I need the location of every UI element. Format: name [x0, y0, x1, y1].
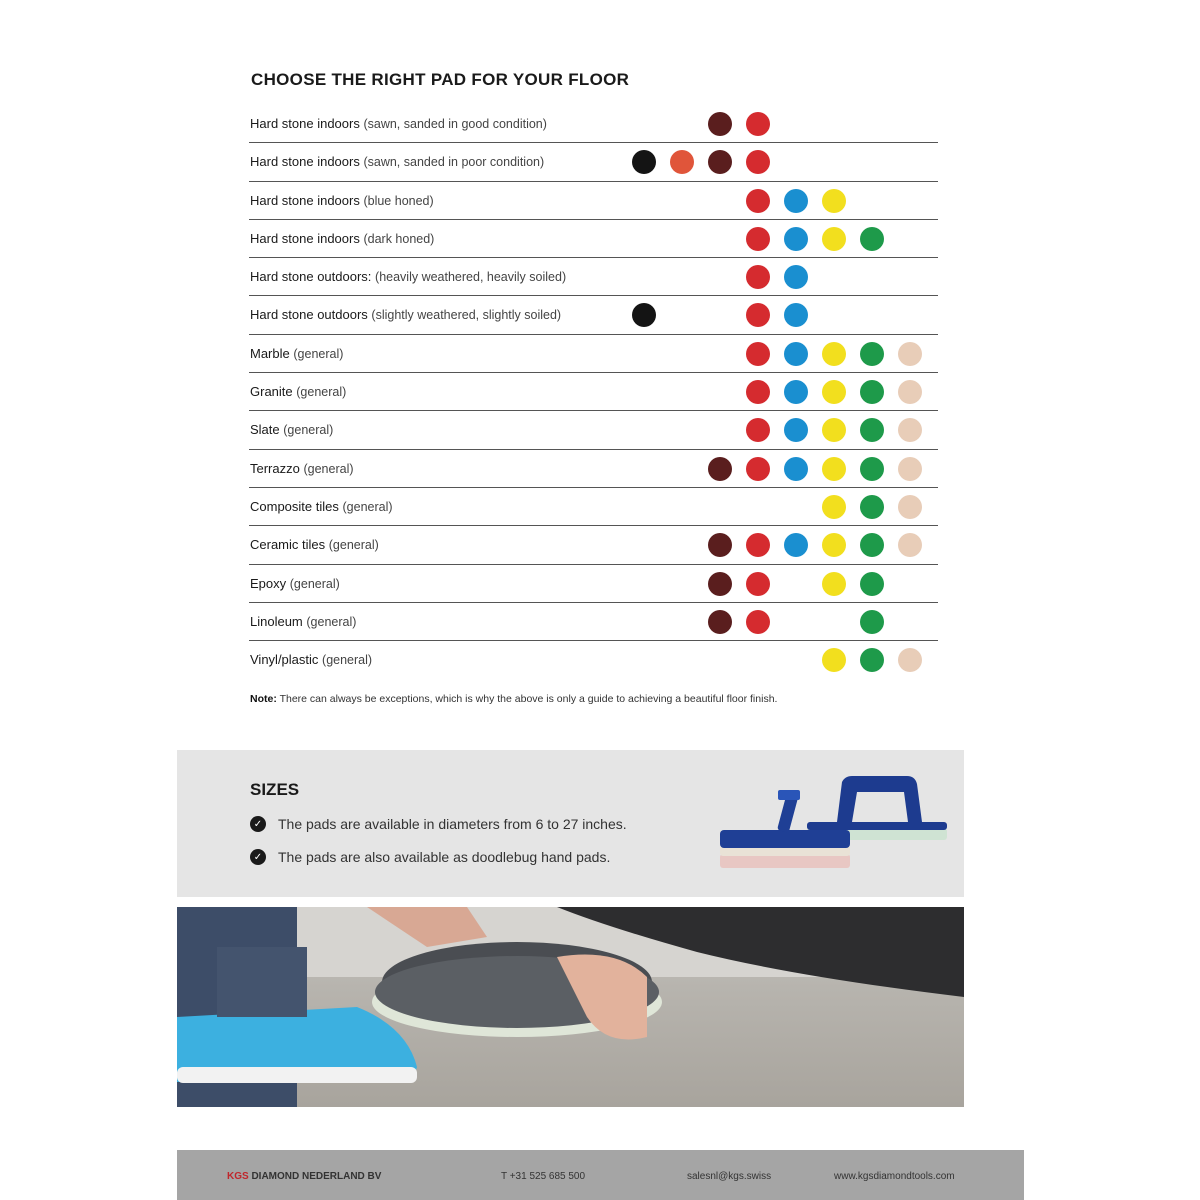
floor-type-name: Hard stone indoors — [250, 116, 360, 131]
pad-blue-icon — [784, 418, 808, 442]
table-row — [249, 258, 938, 296]
table-row — [249, 641, 938, 679]
floor-type-detail: (general) — [328, 538, 379, 553]
pad-beige-icon — [898, 495, 922, 519]
note-text: There can always be exceptions, which is why the above is only a guide to achieving a beautiful floor finish. — [279, 693, 778, 705]
pad-blue-icon — [784, 189, 808, 213]
pad-yellow-icon — [822, 342, 846, 366]
row-label — [250, 461, 354, 476]
pad-beige-icon — [898, 533, 922, 557]
floor-type-detail: (general) — [289, 576, 340, 591]
pad-yellow-icon — [822, 227, 846, 251]
table-row — [249, 411, 938, 449]
pad-red-icon — [746, 342, 770, 366]
pad-red-icon — [746, 418, 770, 442]
table-row — [249, 296, 938, 334]
floor-type-name: Slate — [250, 422, 280, 438]
floor-type-name: Composite tiles — [250, 498, 339, 514]
note — [250, 693, 777, 705]
row-label — [250, 346, 343, 361]
pad-red-icon — [746, 572, 770, 596]
sizes-title: SIZES — [250, 780, 300, 799]
pad-blue-icon — [784, 457, 808, 481]
note-label: Note: — [250, 693, 277, 705]
floor-type-name: Epoxy — [250, 575, 287, 591]
pad-black-icon — [632, 150, 656, 174]
pad-red-icon — [746, 112, 770, 136]
pad-green-icon — [860, 648, 884, 672]
pad-yellow-icon — [822, 457, 846, 481]
row-label — [250, 307, 561, 322]
floor-type-detail: (dark honed) — [363, 231, 435, 246]
floor-machine-photo — [177, 907, 964, 1107]
pad-beige-icon — [898, 380, 922, 404]
sizes-panel — [177, 750, 964, 897]
row-label — [250, 116, 547, 131]
table-row — [249, 220, 938, 258]
floor-type-name: Granite — [250, 384, 293, 400]
pad-brown-icon — [708, 112, 732, 136]
row-label — [250, 231, 434, 246]
row-label — [250, 614, 356, 629]
pad-blue-icon — [784, 303, 808, 327]
table-row — [249, 603, 938, 641]
floor-type-name: Hard stone outdoors: — [250, 269, 372, 285]
floor-type-detail: (general) — [322, 653, 373, 668]
check-icon: ✓ — [250, 816, 266, 832]
pad-beige-icon — [898, 418, 922, 442]
pad-red-icon — [746, 303, 770, 327]
pad-blue-icon — [784, 380, 808, 404]
pad-brown-icon — [708, 150, 732, 174]
pad-blue-icon — [784, 342, 808, 366]
pad-green-icon — [860, 227, 884, 251]
row-label — [250, 537, 379, 552]
pad-blue-icon — [784, 265, 808, 289]
floor-type-detail: (general) — [296, 385, 347, 400]
pad-yellow-icon — [822, 418, 846, 442]
floor-type-detail: (general) — [283, 423, 334, 438]
floor-type-name: Hard stone outdoors — [250, 307, 368, 323]
floor-type-detail: (blue honed) — [363, 193, 434, 208]
floor-type-detail: (heavily weathered, heavily soiled) — [375, 270, 567, 285]
floor-type-detail: (sawn, sanded in poor condition) — [363, 155, 545, 170]
floor-type-name: Hard stone indoors — [250, 192, 360, 208]
pad-green-icon — [860, 342, 884, 366]
pad-yellow-icon — [822, 533, 846, 557]
floor-type-detail: (general) — [342, 499, 393, 514]
check-icon: ✓ — [250, 849, 266, 865]
table-row — [249, 565, 938, 603]
pad-brown-icon — [708, 610, 732, 634]
pad-green-icon — [860, 495, 884, 519]
floor-type-name: Terrazzo — [250, 460, 300, 476]
floor-type-detail: (sawn, sanded in good condition) — [363, 117, 547, 131]
pad-yellow-icon — [822, 648, 846, 672]
table-row — [249, 335, 938, 373]
pad-green-icon — [860, 418, 884, 442]
pad-black-icon — [632, 303, 656, 327]
row-label — [250, 576, 340, 591]
floor-type-detail: (general) — [293, 346, 344, 361]
pad-selection-table — [249, 105, 938, 679]
sizes-item — [250, 816, 627, 832]
pad-green-icon — [860, 380, 884, 404]
table-row — [249, 143, 938, 181]
row-label — [250, 384, 346, 399]
table-row — [249, 105, 938, 143]
pad-yellow-icon — [822, 189, 846, 213]
table-row — [249, 182, 938, 220]
pad-red-icon — [746, 265, 770, 289]
row-label — [250, 154, 544, 169]
pad-brown-icon — [708, 457, 732, 481]
floor-type-name: Vinyl/plastic — [250, 652, 319, 668]
floor-type-detail: (general) — [306, 614, 357, 629]
floor-type-name: Ceramic tiles — [250, 537, 326, 553]
footer-phone: T +31 525 685 500 — [501, 1171, 586, 1182]
pad-yellow-icon — [822, 572, 846, 596]
pad-blue-icon — [784, 533, 808, 557]
table-row — [249, 373, 938, 411]
footer-company — [227, 1171, 381, 1182]
table-row — [249, 450, 938, 488]
footer-website[interactable]: www.kgsdiamondtools.com — [834, 1171, 955, 1182]
photo-illustration — [177, 907, 964, 1107]
row-label — [250, 193, 434, 208]
sizes-item-text: The pads are available in diameters from 6 to 27 inches. — [278, 816, 627, 832]
pad-red-icon — [746, 380, 770, 404]
floor-type-name: Marble — [250, 345, 290, 361]
pad-yellow-icon — [822, 495, 846, 519]
floor-type-name: Hard stone indoors — [250, 154, 360, 170]
pad-red-icon — [746, 227, 770, 251]
hand-pad-holders-image — [712, 770, 962, 880]
floor-type-detail: (general) — [303, 461, 354, 476]
row-label — [250, 499, 393, 514]
footer — [177, 1150, 1024, 1200]
pad-red-icon — [746, 457, 770, 481]
sizes-item — [250, 849, 610, 865]
floor-type-name: Linoleum — [250, 613, 303, 629]
floor-type-name: Hard stone indoors — [250, 230, 360, 246]
pad-orange-icon — [670, 150, 694, 174]
table-row — [249, 526, 938, 564]
sizes-item-text: The pads are also available as doodlebug hand pads. — [278, 849, 611, 865]
pad-green-icon — [860, 572, 884, 596]
floor-type-detail: (slightly weathered, slightly soiled) — [371, 308, 562, 323]
pad-beige-icon — [898, 342, 922, 366]
pad-green-icon — [860, 610, 884, 634]
pad-brown-icon — [708, 533, 732, 557]
pad-red-icon — [746, 189, 770, 213]
pad-green-icon — [860, 533, 884, 557]
row-label — [250, 269, 566, 284]
pad-brown-icon — [708, 572, 732, 596]
row-label — [250, 652, 372, 667]
table-row — [249, 488, 938, 526]
pad-red-icon — [746, 150, 770, 174]
pad-beige-icon — [898, 648, 922, 672]
footer-email[interactable]: salesnl@kgs.swiss — [687, 1171, 772, 1182]
pad-red-icon — [746, 533, 770, 557]
pad-blue-icon — [784, 227, 808, 251]
row-label — [250, 422, 333, 437]
footer-brand-name: DIAMOND NEDERLAND BV — [251, 1171, 382, 1182]
pad-beige-icon — [898, 457, 922, 481]
page-title: CHOOSE THE RIGHT PAD FOR YOUR FLOOR — [251, 70, 630, 89]
pad-yellow-icon — [822, 380, 846, 404]
pad-green-icon — [860, 457, 884, 481]
footer-brand: KGS — [227, 1171, 249, 1182]
pad-red-icon — [746, 610, 770, 634]
